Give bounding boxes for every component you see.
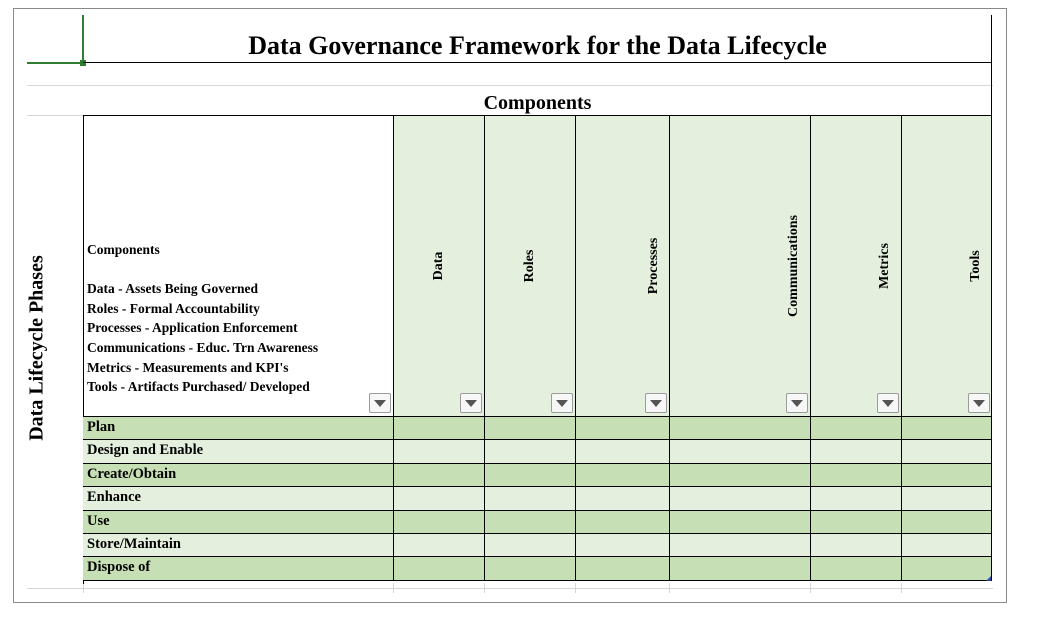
gridline [27, 85, 993, 86]
table-cell[interactable] [485, 417, 576, 439]
table-cell[interactable] [811, 487, 902, 509]
table-cell[interactable] [485, 511, 576, 533]
table-row[interactable] [83, 511, 992, 534]
table-cell[interactable] [902, 440, 992, 462]
table-cell[interactable] [83, 534, 394, 556]
table-row[interactable] [83, 464, 992, 487]
legend-line: Tools - Artifacts Purchased/ Developed [87, 379, 310, 395]
filter-dropdown-button[interactable] [460, 393, 482, 413]
table-cell[interactable] [902, 511, 992, 533]
gridline [27, 588, 993, 589]
table-cell[interactable] [670, 557, 811, 579]
title-right-border [991, 15, 992, 115]
row-label: Design and Enable [87, 442, 204, 459]
legend-line: Data - Assets Being Governed [87, 281, 258, 297]
table-cell[interactable] [83, 440, 394, 462]
table-row[interactable] [83, 557, 992, 580]
table-cell[interactable] [670, 534, 811, 556]
page-title: Data Governance Framework for the Data Lifecycle [248, 31, 827, 60]
column-header-label: Processes [646, 237, 661, 295]
filter-dropdown-button[interactable] [786, 393, 808, 413]
side-label: Data Lifecycle Phases [25, 255, 48, 441]
table-cell[interactable] [811, 511, 902, 533]
table-cell[interactable] [902, 534, 992, 556]
legend-text [87, 240, 318, 397]
row-label: Create/Obtain [87, 465, 177, 482]
legend-heading: Components [87, 242, 160, 257]
filter-dropdown-button[interactable] [551, 393, 573, 413]
column-header-label: Roles [522, 249, 537, 283]
table-cell[interactable] [576, 440, 670, 462]
legend-line: Processes - Application Enforcement [87, 320, 298, 336]
table-cell[interactable] [670, 511, 811, 533]
table-cell[interactable] [576, 464, 670, 486]
table-cell[interactable] [485, 464, 576, 486]
column-header-label: Communications [786, 215, 801, 317]
column-header-label: Tools [968, 250, 983, 282]
table-cell[interactable] [394, 557, 485, 579]
gridline [575, 583, 576, 593]
title-underline [83, 62, 992, 63]
row-label: Enhance [87, 489, 141, 506]
filter-dropdown-button[interactable] [369, 393, 391, 413]
filter-dropdown-button[interactable] [877, 393, 899, 413]
gridline [810, 583, 811, 593]
table-cell[interactable] [576, 511, 670, 533]
table-cell[interactable] [394, 464, 485, 486]
table-cell[interactable] [811, 464, 902, 486]
table-cell[interactable] [902, 464, 992, 486]
table-cell[interactable] [83, 487, 394, 509]
gridline [669, 583, 670, 593]
table-cell[interactable] [485, 557, 576, 579]
table-cell[interactable] [83, 557, 394, 579]
table-cell[interactable] [485, 534, 576, 556]
table-row[interactable] [83, 487, 992, 510]
table-cell[interactable] [485, 440, 576, 462]
table-cell[interactable] [670, 464, 811, 486]
table-cell[interactable] [576, 487, 670, 509]
row-label: Use [87, 512, 110, 529]
table-cell[interactable] [485, 487, 576, 509]
column-header-roles[interactable] [485, 116, 576, 417]
legend-line: Metrics - Measurements and KPI's [87, 359, 289, 375]
column-header-label: Data [431, 251, 446, 281]
table-cell[interactable] [902, 487, 992, 509]
column-header-tools[interactable] [902, 116, 992, 417]
table-cell[interactable] [394, 511, 485, 533]
table-cell[interactable] [394, 487, 485, 509]
table-cell[interactable] [576, 534, 670, 556]
gridline [27, 115, 83, 116]
components-title: Components [483, 92, 592, 114]
table-cell[interactable] [811, 440, 902, 462]
column-header-communications[interactable] [670, 116, 811, 417]
table-cell[interactable] [670, 440, 811, 462]
table-cell[interactable] [83, 511, 394, 533]
cell-selection-border[interactable] [27, 62, 83, 64]
legend-line: Roles - Formal Accountability [87, 300, 260, 316]
gridline [901, 583, 902, 593]
table-row[interactable] [83, 534, 992, 557]
table-cell[interactable] [811, 557, 902, 579]
table-cell[interactable] [576, 557, 670, 579]
table-cell[interactable] [670, 487, 811, 509]
table-cell[interactable] [670, 417, 811, 439]
gridline [83, 583, 84, 593]
table-cell[interactable] [394, 440, 485, 462]
table-cell[interactable] [394, 534, 485, 556]
table-cell[interactable] [576, 417, 670, 439]
table-resize-handle[interactable] [986, 576, 991, 581]
table-row[interactable] [83, 440, 992, 463]
row-label: Store/Maintain [87, 536, 181, 552]
table-cell[interactable] [811, 534, 902, 556]
column-header-processes[interactable] [576, 116, 670, 417]
table-row[interactable] [83, 417, 992, 440]
table-cell[interactable] [394, 417, 485, 439]
filter-dropdown-button[interactable] [645, 393, 667, 413]
row-label: Plan [87, 419, 116, 435]
row-label: Dispose of [87, 559, 151, 576]
gridline [393, 583, 394, 593]
column-header-metrics[interactable] [811, 116, 902, 417]
table-cell[interactable] [83, 417, 394, 439]
table-cell[interactable] [902, 417, 992, 439]
table-cell[interactable] [902, 557, 992, 579]
table-cell[interactable] [83, 464, 394, 486]
table-cell[interactable] [811, 417, 902, 439]
legend-line: Communications - Educ. Trn Awareness [87, 339, 319, 355]
column-header-data[interactable] [394, 116, 485, 417]
legend-cell[interactable] [84, 116, 394, 417]
filter-dropdown-button[interactable] [968, 393, 990, 413]
column-header-label: Metrics [877, 243, 892, 289]
gridline [484, 583, 485, 593]
